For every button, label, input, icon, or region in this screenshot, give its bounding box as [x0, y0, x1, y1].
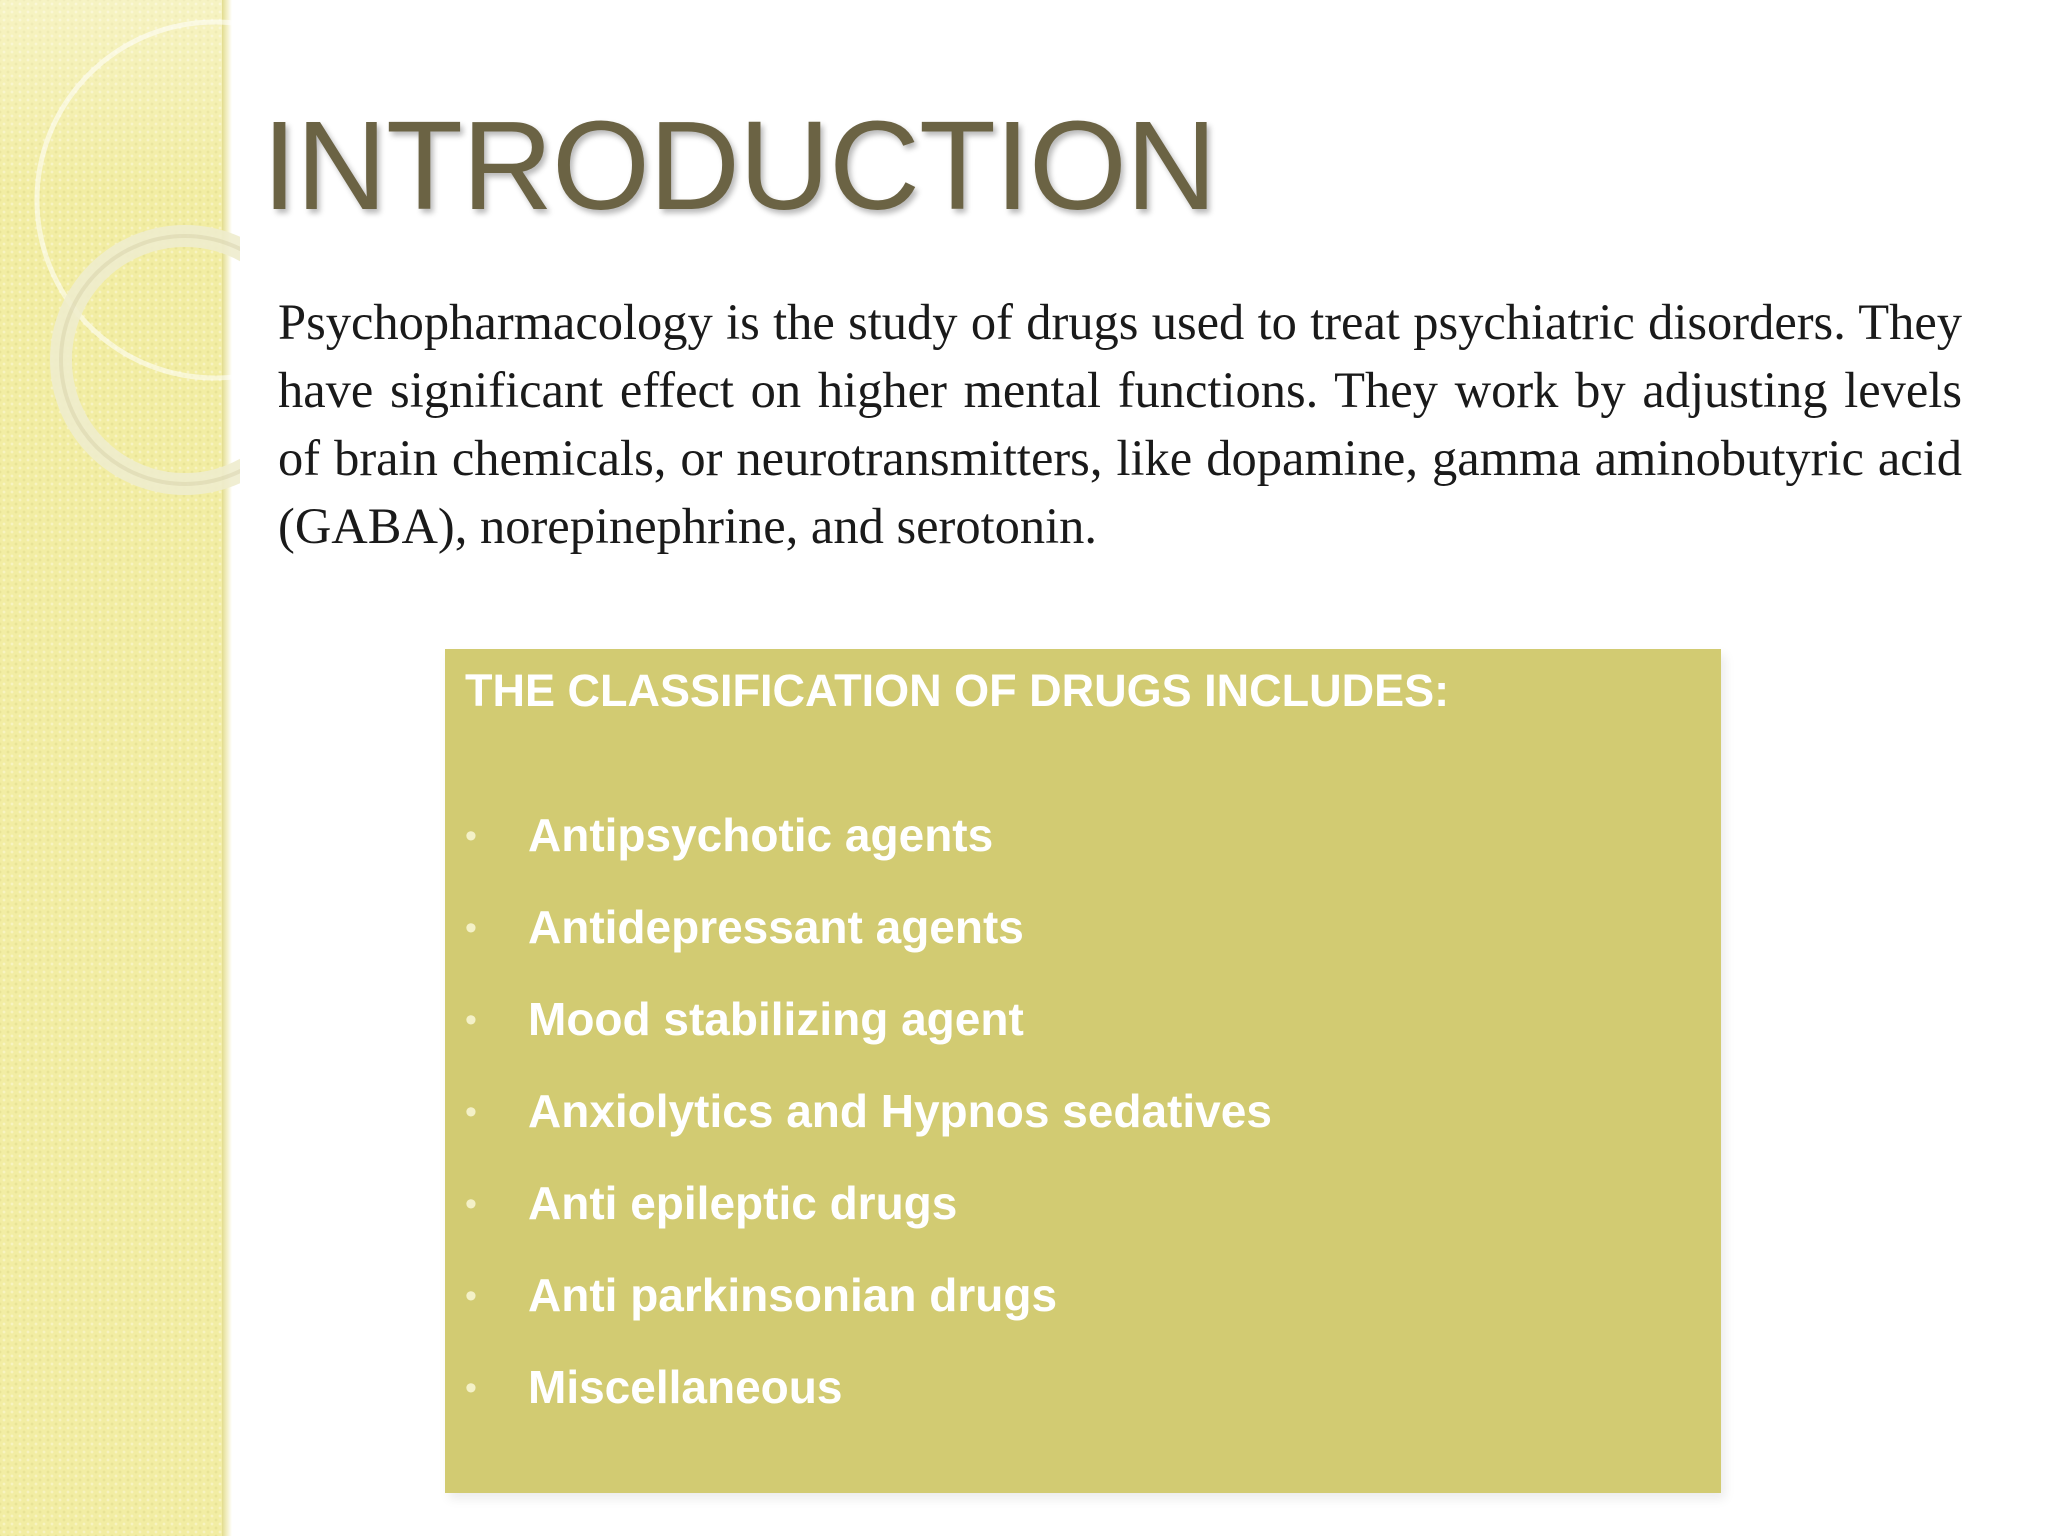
list-item-text: Anti epileptic drugs	[528, 1177, 958, 1229]
list-item-text: Anxiolytics and Hypnos sedatives	[528, 1085, 1272, 1137]
list-item	[445, 797, 1685, 889]
list-item	[445, 1349, 1685, 1441]
list-item-text: Mood stabilizing agent	[528, 993, 1024, 1045]
bullet-icon: •	[465, 1001, 477, 1039]
classification-box	[445, 649, 1721, 1493]
list-item	[445, 981, 1685, 1073]
decorative-rings	[0, 0, 240, 520]
bullet-icon: •	[465, 1185, 477, 1223]
bullet-icon: •	[465, 909, 477, 947]
list-item	[445, 1257, 1685, 1349]
list-item	[445, 889, 1685, 981]
bullet-icon: •	[465, 817, 477, 855]
classification-list	[445, 797, 1685, 1441]
list-item-text: Antidepressant agents	[528, 901, 1024, 953]
list-item-text: Miscellaneous	[528, 1361, 843, 1413]
bullet-icon: •	[465, 1277, 477, 1315]
classification-heading: THE CLASSIFICATION OF DRUGS INCLUDES:	[465, 665, 1450, 716]
bullet-icon: •	[465, 1369, 477, 1407]
intro-paragraph: Psychopharmacology is the study of drugs used to treat psychiatric disorders. They have significant effect on higher mental functions. They work by adjusting levels of brain chemicals, or neurotransmitters, like dopamine, gamma aminobutyric acid (GABA), norepinephrine, and serotonin.	[278, 294, 1962, 554]
list-item	[445, 1073, 1685, 1165]
list-item-text: Antipsychotic agents	[528, 809, 994, 861]
list-item-text: Anti parkinsonian drugs	[528, 1269, 1058, 1321]
slide-title: INTRODUCTION	[262, 95, 1216, 236]
bullet-icon: •	[465, 1093, 477, 1131]
list-item	[445, 1165, 1685, 1257]
decorative-ring-small	[61, 236, 240, 484]
